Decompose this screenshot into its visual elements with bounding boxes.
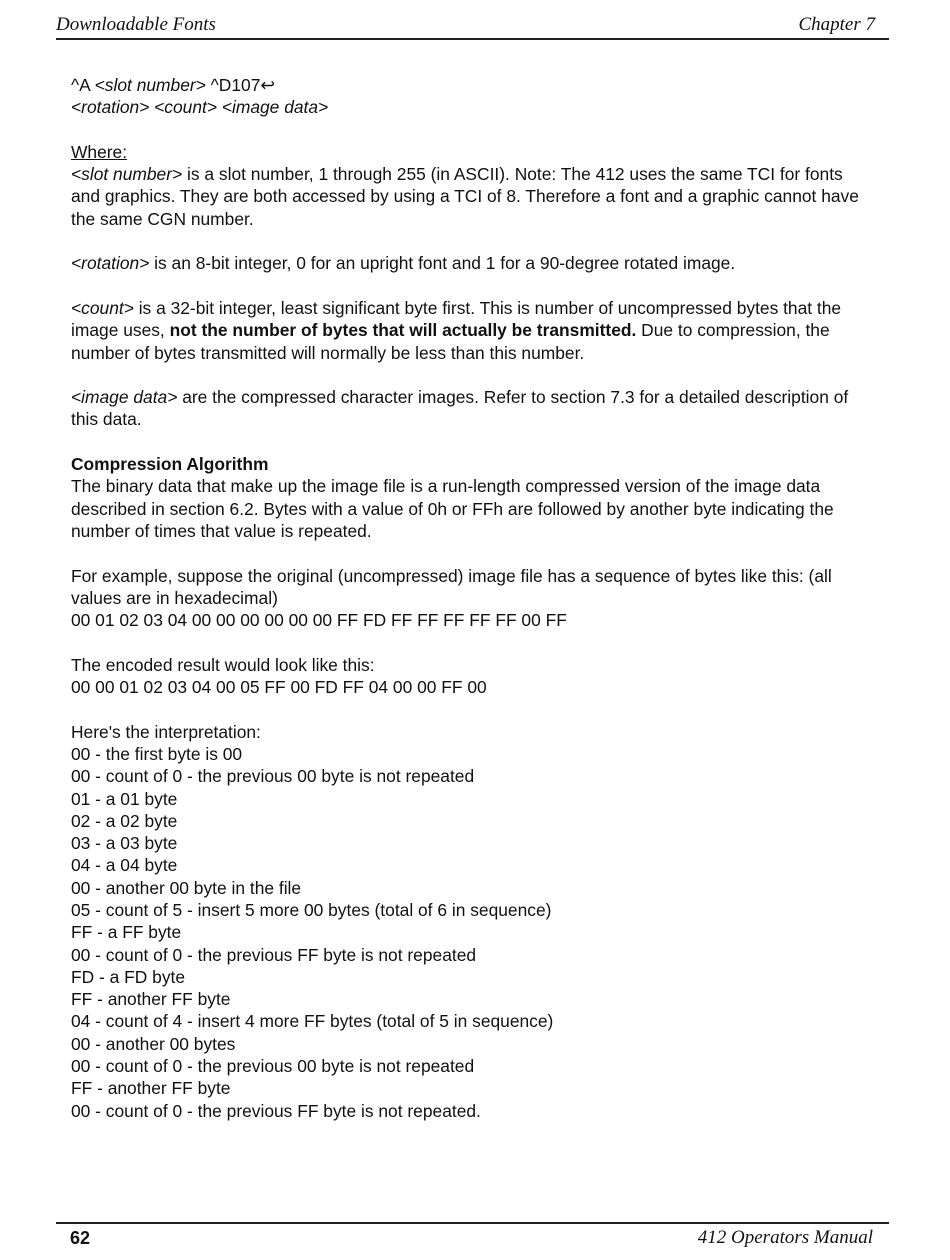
param-name: <slot number> <box>71 164 183 185</box>
param-description: are the compressed character images. Refer to section 7.3 for a detailed description of this data. <box>71 387 849 430</box>
interpretation-intro: Here's the interpretation: <box>71 721 261 742</box>
interpretation-line: 00 - the first byte is 00 <box>71 743 243 764</box>
param-rotation <box>71 252 871 274</box>
interpretation-line: 04 - count of 4 - insert 4 more FF bytes (total of 5 in sequence) <box>71 1011 554 1032</box>
compression-intro: The binary data that make up the image file is a run-length compressed version of the image data described in section 6.2. Bytes with a value of 0h or FFh are followed by another byte indicating the number of times that value is repeated. <box>71 476 834 541</box>
syntax-suffix: ^D107↩ <box>205 75 275 95</box>
interpretation-line: FD - a FD byte <box>71 966 186 987</box>
interpretation-line: 00 - another 00 byte in the file <box>71 877 302 898</box>
chapter-label: Chapter 7 <box>798 14 875 35</box>
where-text: Where: <box>71 141 128 162</box>
page-number: 62 <box>70 1228 91 1248</box>
param-name: <count> <box>71 297 134 318</box>
where-label <box>71 141 871 163</box>
interpretation-line: 02 - a 02 byte <box>71 810 178 831</box>
example-bytes: 00 01 02 03 04 00 00 00 00 00 00 FF FD FF FF FF FF FF 00 FF <box>71 610 567 631</box>
interpretation-line: FF - another FF byte <box>71 1078 231 1099</box>
interpretation-line: FF - another FF byte <box>71 989 231 1010</box>
encoded-intro: The encoded result would look like this: <box>71 654 375 675</box>
interpretation-line: 03 - a 03 byte <box>71 833 178 854</box>
syntax-prefix: ^A <box>71 75 95 95</box>
interpretation-line: 00 - count of 0 - the previous FF byte is not repeated. <box>71 1100 481 1121</box>
param-image-data <box>71 386 871 431</box>
param-description-cont: Due to compression, the number of bytes transmitted will normally be less than this number. <box>71 320 830 363</box>
example-intro: For example, suppose the original (uncompressed) image file has a sequence of bytes like this: (all values are in hexadecimal) <box>71 565 832 608</box>
syntax-line-2 <box>71 96 871 118</box>
param-emphasis: not the number of bytes that will actually be transmitted. <box>169 320 637 341</box>
section-title: Downloadable Fonts <box>56 14 216 35</box>
interpretation-line: FF - a FF byte <box>71 922 182 943</box>
interpretation-line: 01 - a 01 byte <box>71 788 178 809</box>
param-name: <rotation> <box>71 253 150 274</box>
interpretation-line: 00 - count of 0 - the previous FF byte is not repeated <box>71 944 477 965</box>
interpretation-line: 05 - count of 5 - insert 5 more 00 bytes (total of 6 in sequence) <box>71 899 552 920</box>
param-description: is a 32-bit integer, least significant byte first. This is number of uncompressed bytes that the image uses, <box>71 297 842 341</box>
syntax-param-slot: <slot number> <box>94 75 206 95</box>
syntax-line-1 <box>71 74 871 96</box>
param-slot-number <box>71 163 871 230</box>
interpretation-line: 00 - count of 0 - the previous 00 byte is not repeated <box>71 766 475 787</box>
syntax-params: <rotation> <count> <image data> <box>71 97 329 118</box>
encoded-bytes: 00 00 01 02 03 04 00 05 FF 00 FD FF 04 00 00 FF 00 <box>71 677 487 698</box>
compression-heading <box>71 453 871 475</box>
interpretation-list <box>71 743 871 1122</box>
interpretation-line: 00 - count of 0 - the previous 00 byte is not repeated <box>71 1056 475 1077</box>
manual-title: 412 Operators Manual <box>697 1227 873 1248</box>
running-header <box>56 10 889 40</box>
param-name: <image data> <box>71 387 178 408</box>
param-description: is a slot number, 1 through 255 (in ASCII). Note: The 412 uses the same TCI for fonts and graphics. They are both accessed by using a TCI of 8. Therefore a font and a graphic cannot have the same CGN number. <box>71 164 859 229</box>
running-footer <box>56 1222 889 1254</box>
param-description: is an 8-bit integer, 0 for an upright font and 1 for a 90-degree rotated image. <box>149 253 736 274</box>
document-body <box>71 74 871 1122</box>
param-count <box>71 297 871 364</box>
interpretation-line: 00 - another 00 bytes <box>71 1033 236 1054</box>
interpretation-line: 04 - a 04 byte <box>71 855 178 876</box>
heading-text: Compression Algorithm <box>71 454 269 475</box>
